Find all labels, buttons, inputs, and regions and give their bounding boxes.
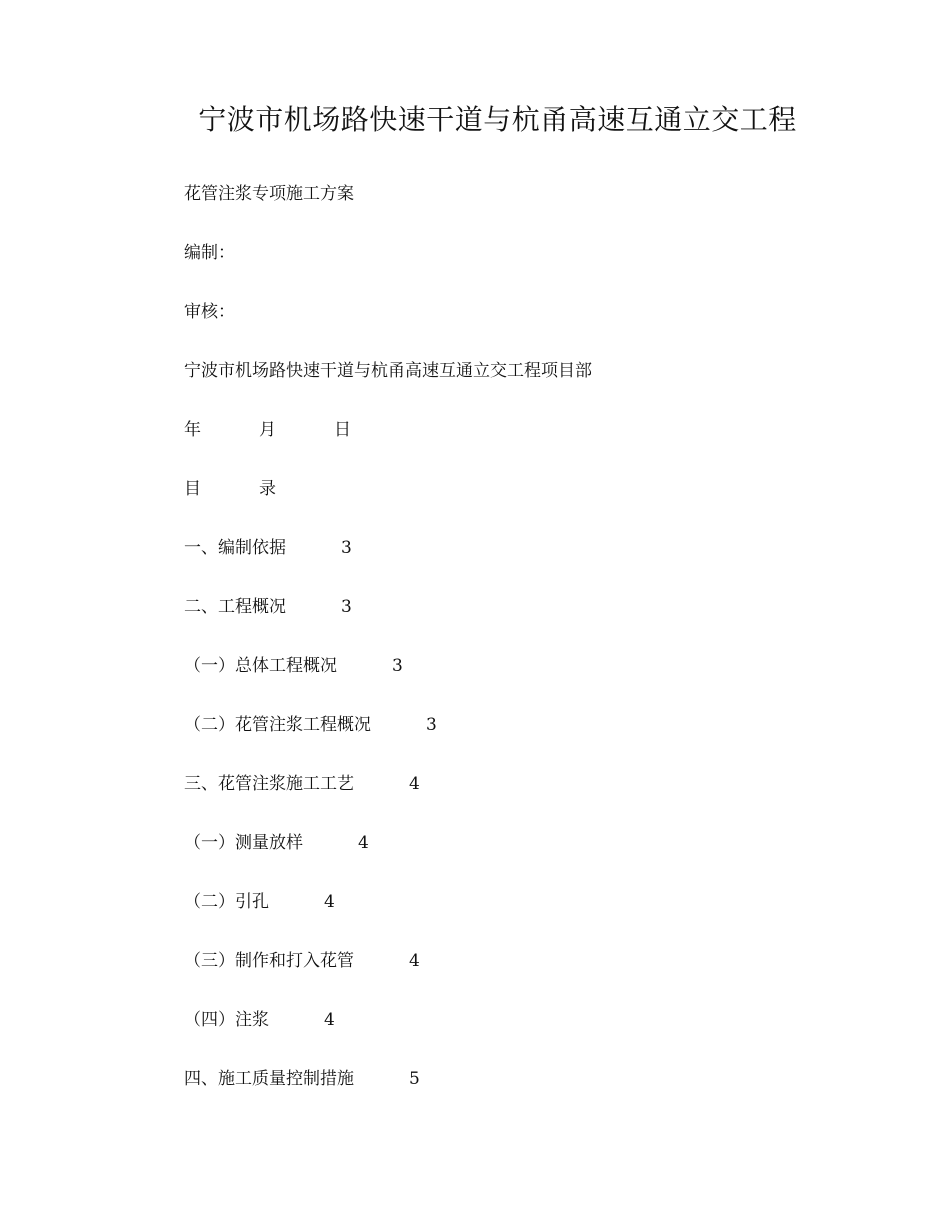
toc-item[interactable] [184,831,369,855]
toc-item[interactable] [184,654,403,678]
toc-item-label: （四）注浆 [184,1010,269,1030]
toc-item-label: 二、工程概况 [184,597,286,617]
toc-item-page: 4 [324,892,335,912]
date-day: 日 [334,420,351,440]
toc-item-label: （三）制作和打入花管 [184,951,354,971]
department-name: 宁波市机场路快速干道与杭甬高速互通立交工程项目部 [184,361,592,381]
document-title: 宁波市机场路快速干道与杭甬高速互通立交工程 [198,103,797,136]
toc-item-page: 5 [409,1069,420,1089]
toc-item-page: 3 [341,538,352,558]
toc-item-label: （二）花管注浆工程概况 [184,715,371,735]
toc-item-label: （一）测量放样 [184,833,303,853]
document-subtitle: 花管注浆专项施工方案 [184,184,354,204]
toc-item[interactable] [184,949,420,973]
toc-item-label: 四、施工质量控制措施 [184,1069,354,1089]
reviewer-label: 审核： [184,302,235,322]
toc-heading-second: 录 [259,479,276,499]
toc-item[interactable] [184,595,352,619]
toc-item[interactable] [184,772,420,796]
toc-heading-first: 目 [184,479,201,499]
toc-item-page: 4 [409,774,420,794]
toc-item[interactable] [184,713,437,737]
toc-item-page: 4 [324,1010,335,1030]
toc-item[interactable] [184,1067,420,1091]
date-month: 月 [259,420,276,440]
toc-item-page: 4 [409,951,420,971]
toc-item-page: 3 [341,597,352,617]
toc-item-page: 3 [426,715,437,735]
toc-heading [184,477,276,501]
toc-item[interactable] [184,890,335,914]
compiler-label: 编制： [184,243,235,263]
toc-item-label: 三、花管注浆施工工艺 [184,774,354,794]
toc-item-page: 3 [392,656,403,676]
toc-item[interactable] [184,536,352,560]
toc-item-label: 一、编制依据 [184,538,286,558]
date-line [184,418,351,442]
toc-item-page: 4 [358,833,369,853]
toc-item-label: （二）引孔 [184,892,269,912]
toc-item-label: （一）总体工程概况 [184,656,337,676]
toc-item[interactable] [184,1008,335,1032]
date-year: 年 [184,420,201,440]
